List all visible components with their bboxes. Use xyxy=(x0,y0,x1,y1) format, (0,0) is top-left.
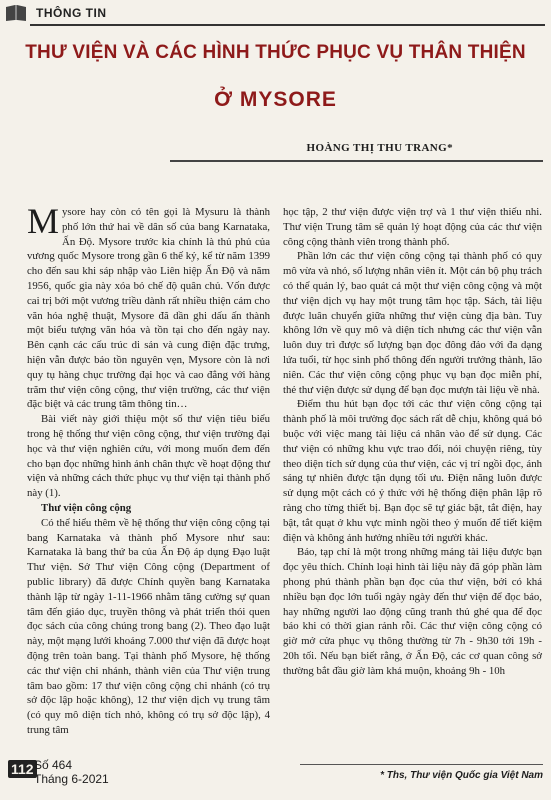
paragraph: Có thể hiểu thêm về hệ thống thư viện công cộng tại bang Karnataka và thành phố Mysore như sau: Karnataka là bang thứ ba của Ấn Độ áp dụng Đạo luật Thư viện. Sở Thư viện Công cộng (Department of public library) đã được Chính quyền bang Karnataka thành lập từ ngày 1-11-1966 nhằm tăng cường sự quan tâm đến giáo dục, truyền thông và phát triển thói quen đọc sách của công chúng trong bang (2). Theo đạo luật này, một mạng lưới khoảng 7.000 thư viện đã được hoạt động trên toàn bang. Tại thành phố Mysore, hệ thống các thư viện chi nhánh, thành viên của Thư viện trung tâm bao gồm: 17 thư viện công cộng chi nhánh (có trụ sở độc lập hoặc không), 12 thư viện dịch vụ trung tâm (có quy mô diện tích nhỏ, không có trụ sở độc lập), 4 trung tâm xyxy=(27,516,270,736)
issue-number: Số 464 xyxy=(34,758,73,772)
article-title-line2: Ở MYSORE xyxy=(214,88,337,111)
paragraph: học tập, 2 thư viện được viện trợ và 1 thư viện thiếu nhi. Thư viện Trung tâm sẽ quản lý hoạt động của các thư viện công cộng thành viên trong thành phố. xyxy=(283,206,542,248)
right-column xyxy=(283,205,542,679)
paragraph: Phần lớn các thư viện công cộng tại thành phố có quy mô vừa và nhỏ, số lượng nhân viên ít. Một cán bộ phụ trách có thể quản lý, bao quát cả một thư viện công cộng và một thư viện dịch vụ hay một trung tâm học tập. Sách, tài liệu được luân chuyển giữa những thư viện cùng địa bàn. Tuy không lớn về quy mô và diện tích nhưng các thư viện vẫn luôn duy trì được số lượng bạn đọc đông đảo với đa dạng lứa tuổi, từ học sinh phổ thông đến người trưởng thành, lão niên. Các thư viện công cộng phục vụ bạn đọc miễn phí, thẻ thư viện được sử dụng để bạn đọc mượn tài liệu về nhà. xyxy=(283,250,542,396)
section-header xyxy=(0,0,551,34)
book-icon xyxy=(4,3,28,23)
page-number: 112 xyxy=(8,760,37,778)
author-footnote: * Ths, Thư viện Quốc gia Việt Nam xyxy=(380,770,543,781)
intro-text: ysore hay còn có tên gọi là Mysuru là thành phố lớn thứ hai về dân số của bang Karnataka, Ấn Độ. Mysore trước kia chính là thủ phủ của vương quốc Mysore trong gần 6 thế kỷ, kể từ năm 1399 cho đến sau khi sáp nhập vào Liên hiệp Ấn Độ và năm 1956, quốc gia này xóa bỏ chế độ quân chủ. Vốn được cai trị bởi một vương triều dành rất nhiều thiện cảm cho văn hóa nghệ thuật, Mysore đã dần ghi dấu ấn thành một biểu tượng văn hóa và tồn tại cho đến ngày nay. Bên cạnh các cấu trúc di sản và cung điện đặc trưng, hiện vẫn được bảo tồn nguyên vẹn, Mysore còn là nơi quy tụ hàng chục trường đại học và cao đẳng với hàng trăm thư viện công cộng, thư viện trường, các thư viện đặc biệt và các trung tâm thông tin… xyxy=(27,206,270,411)
paragraph: Điểm thu hút bạn đọc tới các thư viện công cộng tại thành phố là môi trường đọc sách rất dễ chịu, không quá bó buộc với việc mang tài liệu cá nhân vào để sử dụng. Các thư viện có những khu vực trao đổi, nói chuyện riêng, tùy theo diện tích sử dụng của thư viện, các vị trí ngồi đọc, ánh sáng tự nhiên được tận dụng tối ưu. Điện năng luôn được sử dụng một cách có ý thức với hệ thống điện phân lập rõ ràng cho từng thiết bị. Bạn đọc sẽ tự giác bật, tắt điện, hay bật, tắt quạt ở khu vực mình ngồi theo ý muốn để tiết kiệm điện và không ảnh hưởng nhiều tới người khác. xyxy=(283,398,542,544)
article-title-line1: THƯ VIỆN VÀ CÁC HÌNH THỨC PHỤC VỤ THÂN THIỆN xyxy=(25,42,526,63)
left-column xyxy=(27,201,270,738)
drop-cap: M xyxy=(27,201,60,241)
article-author: HOÀNG THỊ THU TRANG* xyxy=(306,142,453,154)
author-divider xyxy=(170,160,543,162)
section-label: THÔNG TIN xyxy=(36,6,107,20)
header-divider xyxy=(30,24,545,26)
intro-paragraph xyxy=(27,201,270,412)
footnote-divider xyxy=(300,764,543,765)
issue-date: Tháng 6-2021 xyxy=(34,772,109,786)
subheading-public-library: Thư viện công cộng xyxy=(41,501,132,514)
page-footer xyxy=(0,750,551,800)
paragraph: Báo, tạp chí là một trong những mảng tài liệu được bạn đọc yêu thích. Chính loại hình tài liệu này đã góp phần làm phong phú thành phần bạn đọc của thư viện, bởi có khá nhiều bạn đọc lớn tuổi ngày ngày đến thư viện để đọc báo, hay những người lao động cũng tranh thủ ghé qua để đọc báo khi có thời gian rảnh rỗi. Các thư viện công cộng có giờ mở cửa phục vụ thông thường từ 7h - 9h30 tới 19h - 20h tối. Nếu bạn biết rằng, ở Ấn Độ, các cơ quan công sở thường bắt đầu giờ làm khá muộn, khoảng 9h - 10h xyxy=(283,546,542,677)
issue-info xyxy=(34,758,109,786)
paragraph: Bài viết này giới thiệu một số thư viện tiêu biểu trong hệ thống thư viện công cộng, thư viện trường đại học và thư viện nghiên cứu, với mong muốn đem đến cho bạn đọc những hình ảnh chân thực về hoạt động thư viện và những cách thức phục vụ thư viện tại thành phố này (1). xyxy=(27,413,270,500)
